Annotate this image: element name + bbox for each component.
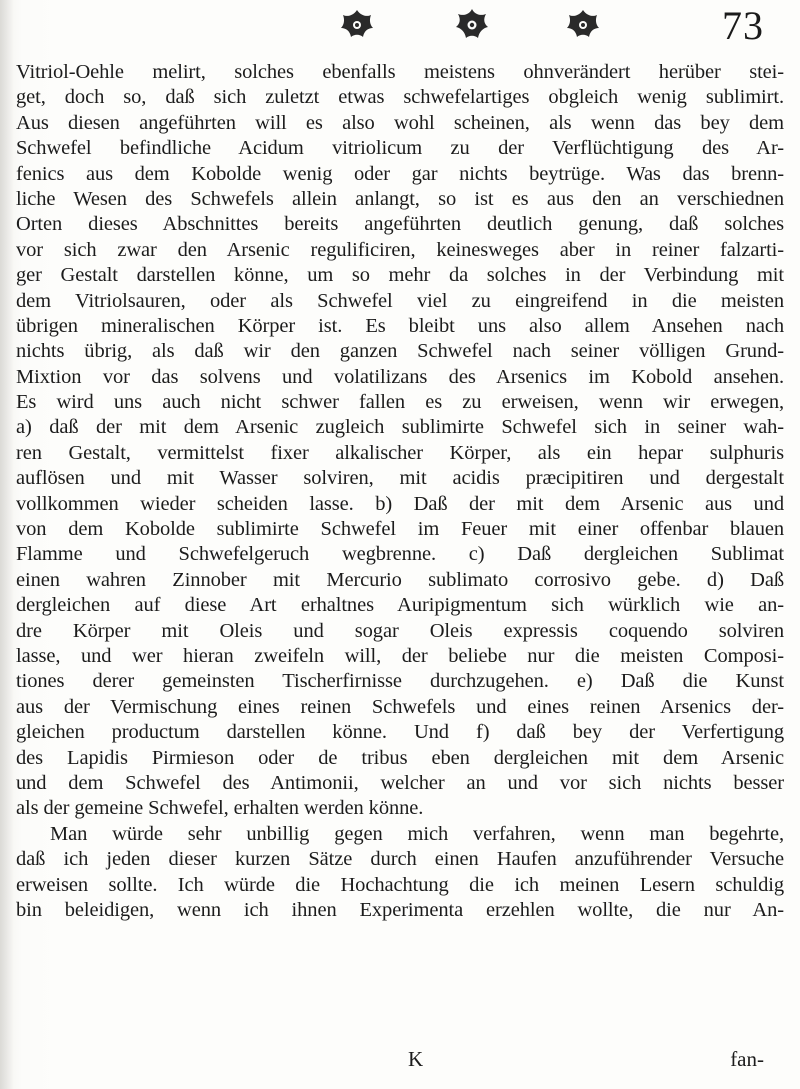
page-footer xyxy=(16,1046,784,1076)
text-line: vollkommen wieder scheiden lasse. b) Daß der mit dem Arsenic aus und xyxy=(16,492,784,515)
text-line: Es wird uns auch nicht schwer fallen es zu erweisen, wenn wir erwegen, xyxy=(16,391,784,414)
text-line: von dem Kobolde sublimirte Schwefel im Feuer mit einer offenbar blauen xyxy=(16,518,784,541)
page-number: 73 xyxy=(722,3,764,48)
text-line: aus der Vermischung eines reinen Schwefels und eines reinen Arsenics der- xyxy=(16,695,784,718)
text-line: ren Gestalt, vermittelst fixer alkalischer Körper, als ein hepar sulphuris xyxy=(16,441,784,464)
text-line: und dem Schwefel des Antimonii, welcher an und vor sich nichts besser xyxy=(16,771,784,794)
fleuron-ornament-icon xyxy=(455,8,489,42)
text-line: vor sich zwar den Arsenic regulificiren, keinesweges aber in reiner falzarti- xyxy=(16,238,784,261)
text-line-paragraph-start: Man würde sehr unbillig gegen mich verfahren, wenn man begehrte, xyxy=(50,822,784,845)
text-line: tiones derer gemeinsten Tischerfirnisse durchzugehen. e) Daß die Kunst xyxy=(16,670,784,693)
text-line: Mixtion vor das solvens und volatilizans des Arsenics im Kobold ansehen. xyxy=(16,365,784,388)
catchword: fan- xyxy=(730,1047,764,1071)
text-line: einen wahren Zinnober mit Mercurio sublimato corrosivo gebe. d) Daß xyxy=(16,568,784,591)
fleuron-ornament-icon xyxy=(566,8,600,42)
text-line: als der gemeine Schwefel, erhalten werden könne. xyxy=(16,797,424,820)
fleuron-ornament-icon xyxy=(340,8,374,42)
gutter-shadow xyxy=(0,0,14,1089)
text-line: liche Wesen des Schwefels allein anlangt, so ist es aus den an verschiednen xyxy=(16,187,784,210)
text-line: fenics aus dem Kobolde wenig oder gar nichts beytrüge. Was das brenn- xyxy=(16,162,784,185)
text-line: dergleichen auf diese Art erhaltnes Auripigmentum sich würklich wie an- xyxy=(16,594,784,617)
page-header xyxy=(0,0,800,60)
text-line: a) daß der mit dem Arsenic zugleich sublimirte Schwefel sich in seiner wah- xyxy=(16,416,784,439)
text-line: Orten dieses Abschnittes bereits angeführten deutlich genung, daß solches xyxy=(16,213,784,236)
text-line: nichts übrig, als daß wir den ganzen Schwefel nach seiner völligen Grund- xyxy=(16,340,784,363)
text-line: Vitriol-Oehle melirt, solches ebenfalls meistens ohnverändert herüber stei- xyxy=(16,61,784,83)
text-line: Schwefel befindliche Acidum vitriolicum zu der Verflüchtigung des Ar- xyxy=(16,137,784,160)
body-text xyxy=(16,60,784,923)
text-line: lasse, und wer hieran zweifeln will, der beliebe nur die meisten Composi- xyxy=(16,644,784,667)
text-line: erweisen sollte. Ich würde die Hochachtung die ich meinen Lesern schuldig xyxy=(16,873,784,896)
text-line: ger Gestalt darstellen könne, um so mehr da solches in der Verbindung mit xyxy=(16,264,784,287)
text-line: bin beleidigen, wenn ich ihnen Experimenta erzehlen wollte, die nur An- xyxy=(16,898,784,921)
text-line: übrigen mineralischen Körper ist. Es bleibt uns also allem Ansehen nach xyxy=(16,314,784,337)
text-line: auflösen und mit Wasser solviren, mit acidis præcipitiren und dergestalt xyxy=(16,467,784,490)
text-line: daß ich jeden dieser kurzen Sätze durch einen Haufen anzuführender Versuche xyxy=(16,848,784,871)
text-line: gleichen productum darstellen könne. Und f) daß bey der Verfertigung xyxy=(16,721,784,744)
text-line: Aus diesen angeführten will es also wohl scheinen, als wenn das bey dem xyxy=(16,111,784,134)
text-line: dem Vitriolsauren, oder als Schwefel viel zu eingreifend in die meisten xyxy=(16,289,784,312)
signature-mark: K xyxy=(408,1047,424,1071)
text-line: Flamme und Schwefelgeruch wegbrenne. c) Daß dergleichen Sublimat xyxy=(16,543,784,566)
text-line: des Lapidis Pirmieson oder de tribus eben dergleichen mit dem Arsenic xyxy=(16,746,784,769)
text-line: dre Körper mit Oleis und sogar Oleis expressis coquendo solviren xyxy=(16,619,784,642)
text-line: get, doch so, daß sich zuletzt etwas schwefelartiges obgleich wenig sublimirt. xyxy=(16,86,784,109)
